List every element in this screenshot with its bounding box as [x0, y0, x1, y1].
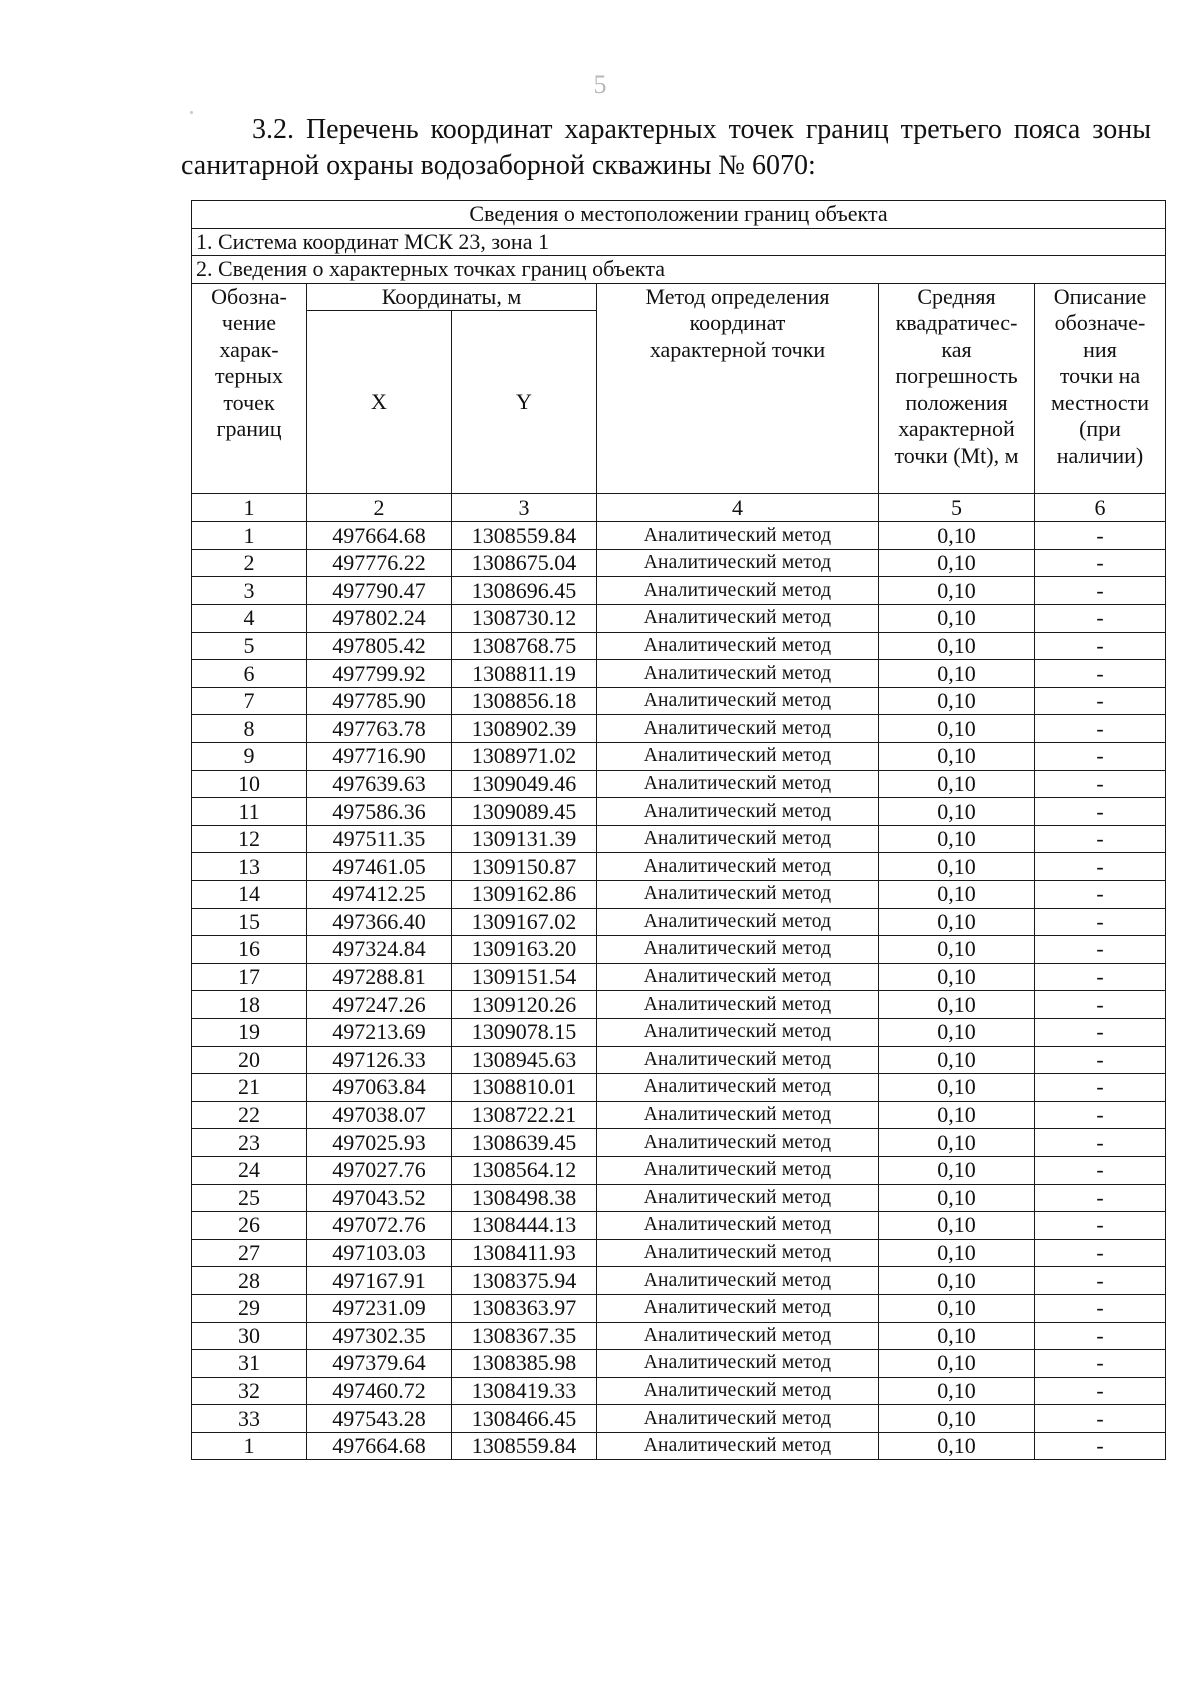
method-cell: Аналитический метод — [597, 715, 879, 743]
table-row — [192, 577, 1166, 605]
column-number: 2 — [307, 494, 452, 522]
method-cell: Аналитический метод — [597, 1267, 879, 1295]
coord-y-cell: 1308811.19 — [452, 660, 597, 688]
table-row — [192, 1350, 1166, 1378]
point-number-cell: 6 — [192, 660, 307, 688]
mean-error-cell: 0,10 — [879, 1267, 1035, 1295]
coord-y-cell: 1308559.84 — [452, 1432, 597, 1460]
method-cell: Аналитический метод — [597, 991, 879, 1019]
point-number-cell: 5 — [192, 632, 307, 660]
mean-error-cell: 0,10 — [879, 1405, 1035, 1433]
mean-error-cell: 0,10 — [879, 1046, 1035, 1074]
mean-error-cell: 0,10 — [879, 1129, 1035, 1157]
mean-error-cell: 0,10 — [879, 825, 1035, 853]
coord-y-cell: 1309151.54 — [452, 963, 597, 991]
method-cell: Аналитический метод — [597, 687, 879, 715]
mean-error-cell: 0,10 — [879, 743, 1035, 771]
table-row — [192, 908, 1166, 936]
description-cell: - — [1035, 1156, 1166, 1184]
method-cell: Аналитический метод — [597, 936, 879, 964]
table-row — [192, 1322, 1166, 1350]
table-row — [192, 1184, 1166, 1212]
description-cell: - — [1035, 881, 1166, 909]
column-number: 6 — [1035, 494, 1166, 522]
method-cell: Аналитический метод — [597, 1018, 879, 1046]
coord-x-cell: 497025.93 — [307, 1129, 452, 1157]
table-row — [192, 1129, 1166, 1157]
point-number-cell: 28 — [192, 1267, 307, 1295]
method-cell: Аналитический метод — [597, 1432, 879, 1460]
coord-y-cell: 1308444.13 — [452, 1212, 597, 1240]
description-cell: - — [1035, 715, 1166, 743]
table-row — [192, 1432, 1166, 1460]
method-cell: Аналитический метод — [597, 853, 879, 881]
point-number-cell: 11 — [192, 798, 307, 826]
section-heading: 3.2. Перечень координат характерных точек границ третьего пояса зоны санитарной охраны водозаборной скважины № 6070: — [181, 114, 1151, 181]
mean-error-cell: 0,10 — [879, 853, 1035, 881]
mean-error-cell: 0,10 — [879, 577, 1035, 605]
table-row — [192, 1405, 1166, 1433]
header-description: Описание обозначе- ния точки на местности (при наличии) — [1035, 283, 1166, 494]
coord-y-cell: 1308730.12 — [452, 605, 597, 633]
table-row — [192, 660, 1166, 688]
coordinate-system-row: 1. Система координат МСК 23, зона 1 — [192, 228, 1166, 256]
page-number: 5 — [593, 70, 607, 99]
mean-error-cell: 0,10 — [879, 936, 1035, 964]
mean-error-cell: 0,10 — [879, 1377, 1035, 1405]
method-cell: Аналитический метод — [597, 881, 879, 909]
mean-error-cell: 0,10 — [879, 549, 1035, 577]
description-cell: - — [1035, 963, 1166, 991]
coord-y-cell: 1308675.04 — [452, 549, 597, 577]
coord-y-cell: 1308419.33 — [452, 1377, 597, 1405]
coord-y-cell: 1308385.98 — [452, 1350, 597, 1378]
mean-error-cell: 0,10 — [879, 1018, 1035, 1046]
description-cell: - — [1035, 936, 1166, 964]
method-cell: Аналитический метод — [597, 1212, 879, 1240]
mean-error-cell: 0,10 — [879, 632, 1035, 660]
point-number-cell: 1 — [192, 522, 307, 550]
column-number: 1 — [192, 494, 307, 522]
mean-error-cell: 0,10 — [879, 770, 1035, 798]
mean-error-cell: 0,10 — [879, 1212, 1035, 1240]
method-cell: Аналитический метод — [597, 743, 879, 771]
description-cell: - — [1035, 1322, 1166, 1350]
coord-x-cell: 497167.91 — [307, 1267, 452, 1295]
mean-error-cell: 0,10 — [879, 1350, 1035, 1378]
description-cell: - — [1035, 1184, 1166, 1212]
method-cell: Аналитический метод — [597, 1294, 879, 1322]
point-number-cell: 1 — [192, 1432, 307, 1460]
method-cell: Аналитический метод — [597, 522, 879, 550]
table-row — [192, 605, 1166, 633]
coord-y-cell: 1308411.93 — [452, 1239, 597, 1267]
description-cell: - — [1035, 825, 1166, 853]
mean-error-cell: 0,10 — [879, 522, 1035, 550]
table-row — [192, 1074, 1166, 1102]
point-number-cell: 32 — [192, 1377, 307, 1405]
method-cell: Аналитический метод — [597, 1101, 879, 1129]
description-cell: - — [1035, 770, 1166, 798]
table-row — [192, 853, 1166, 881]
table-row — [192, 1294, 1166, 1322]
description-cell: - — [1035, 1294, 1166, 1322]
method-cell: Аналитический метод — [597, 1184, 879, 1212]
point-number-cell: 4 — [192, 605, 307, 633]
coord-y-cell: 1308902.39 — [452, 715, 597, 743]
coord-x-cell: 497231.09 — [307, 1294, 452, 1322]
point-number-cell: 9 — [192, 743, 307, 771]
description-cell: - — [1035, 798, 1166, 826]
description-cell: - — [1035, 743, 1166, 771]
method-cell: Аналитический метод — [597, 577, 879, 605]
table-title: Сведения о местоположении границ объекта — [192, 201, 1166, 229]
table-row — [192, 743, 1166, 771]
point-number-cell: 16 — [192, 936, 307, 964]
description-cell: - — [1035, 605, 1166, 633]
coord-y-cell: 1309162.86 — [452, 881, 597, 909]
coord-y-cell: 1309049.46 — [452, 770, 597, 798]
description-cell: - — [1035, 991, 1166, 1019]
coord-x-cell: 497664.68 — [307, 522, 452, 550]
table-row — [192, 1239, 1166, 1267]
point-number-cell: 19 — [192, 1018, 307, 1046]
coord-x-cell: 497586.36 — [307, 798, 452, 826]
description-cell: - — [1035, 1129, 1166, 1157]
table-row — [192, 1046, 1166, 1074]
table-row — [192, 770, 1166, 798]
method-cell: Аналитический метод — [597, 605, 879, 633]
description-cell: - — [1035, 1350, 1166, 1378]
description-cell: - — [1035, 853, 1166, 881]
point-number-cell: 27 — [192, 1239, 307, 1267]
coord-y-cell: 1308856.18 — [452, 687, 597, 715]
coord-x-cell: 497302.35 — [307, 1322, 452, 1350]
coord-x-cell: 497543.28 — [307, 1405, 452, 1433]
description-cell: - — [1035, 660, 1166, 688]
coord-y-cell: 1308564.12 — [452, 1156, 597, 1184]
table-row — [192, 1212, 1166, 1240]
method-cell: Аналитический метод — [597, 770, 879, 798]
description-cell: - — [1035, 632, 1166, 660]
coord-x-cell: 497511.35 — [307, 825, 452, 853]
mean-error-cell: 0,10 — [879, 881, 1035, 909]
header-x: X — [307, 311, 452, 494]
coord-x-cell: 497460.72 — [307, 1377, 452, 1405]
method-cell: Аналитический метод — [597, 825, 879, 853]
coord-x-cell: 497288.81 — [307, 963, 452, 991]
description-cell: - — [1035, 1212, 1166, 1240]
coord-x-cell: 497716.90 — [307, 743, 452, 771]
point-number-cell: 3 — [192, 577, 307, 605]
mean-error-cell: 0,10 — [879, 1156, 1035, 1184]
description-cell: - — [1035, 577, 1166, 605]
coord-y-cell: 1309078.15 — [452, 1018, 597, 1046]
method-cell: Аналитический метод — [597, 908, 879, 936]
coord-y-cell: 1309120.26 — [452, 991, 597, 1019]
table-row — [192, 1156, 1166, 1184]
point-number-cell: 24 — [192, 1156, 307, 1184]
point-number-cell: 23 — [192, 1129, 307, 1157]
method-cell: Аналитический метод — [597, 1377, 879, 1405]
mean-error-cell: 0,10 — [879, 908, 1035, 936]
description-cell: - — [1035, 1432, 1166, 1460]
mean-error-cell: 0,10 — [879, 1074, 1035, 1102]
coord-x-cell: 497802.24 — [307, 605, 452, 633]
mean-error-cell: 0,10 — [879, 1239, 1035, 1267]
coord-x-cell: 497043.52 — [307, 1184, 452, 1212]
point-number-cell: 10 — [192, 770, 307, 798]
coord-x-cell: 497412.25 — [307, 881, 452, 909]
mean-error-cell: 0,10 — [879, 660, 1035, 688]
coord-y-cell: 1308696.45 — [452, 577, 597, 605]
point-number-cell: 30 — [192, 1322, 307, 1350]
mean-error-cell: 0,10 — [879, 1432, 1035, 1460]
description-cell: - — [1035, 1377, 1166, 1405]
mean-error-cell: 0,10 — [879, 991, 1035, 1019]
description-cell: - — [1035, 1101, 1166, 1129]
point-number-cell: 2 — [192, 549, 307, 577]
column-number: 4 — [597, 494, 879, 522]
description-cell: - — [1035, 549, 1166, 577]
coord-x-cell: 497379.64 — [307, 1350, 452, 1378]
coord-y-cell: 1308363.97 — [452, 1294, 597, 1322]
coord-y-cell: 1309167.02 — [452, 908, 597, 936]
description-cell: - — [1035, 1405, 1166, 1433]
coord-x-cell: 497063.84 — [307, 1074, 452, 1102]
table-row — [192, 991, 1166, 1019]
mean-error-cell: 0,10 — [879, 605, 1035, 633]
description-cell: - — [1035, 1018, 1166, 1046]
coord-y-cell: 1309150.87 — [452, 853, 597, 881]
table-row — [192, 1018, 1166, 1046]
point-number-cell: 22 — [192, 1101, 307, 1129]
method-cell: Аналитический метод — [597, 1156, 879, 1184]
coord-y-cell: 1308559.84 — [452, 522, 597, 550]
table-row — [192, 687, 1166, 715]
coord-y-cell: 1308498.38 — [452, 1184, 597, 1212]
point-number-cell: 18 — [192, 991, 307, 1019]
mean-error-cell: 0,10 — [879, 1101, 1035, 1129]
point-number-cell: 13 — [192, 853, 307, 881]
coord-y-cell: 1308945.63 — [452, 1046, 597, 1074]
point-number-cell: 20 — [192, 1046, 307, 1074]
coord-x-cell: 497213.69 — [307, 1018, 452, 1046]
coord-y-cell: 1308367.35 — [452, 1322, 597, 1350]
coord-x-cell: 497126.33 — [307, 1046, 452, 1074]
point-number-cell: 29 — [192, 1294, 307, 1322]
coord-y-cell: 1308971.02 — [452, 743, 597, 771]
coord-x-cell: 497763.78 — [307, 715, 452, 743]
mean-error-cell: 0,10 — [879, 1294, 1035, 1322]
table-row — [192, 1377, 1166, 1405]
method-cell: Аналитический метод — [597, 1322, 879, 1350]
coord-x-cell: 497776.22 — [307, 549, 452, 577]
method-cell: Аналитический метод — [597, 549, 879, 577]
coord-x-cell: 497027.76 — [307, 1156, 452, 1184]
method-cell: Аналитический метод — [597, 660, 879, 688]
point-number-cell: 8 — [192, 715, 307, 743]
table-row — [192, 1101, 1166, 1129]
method-cell: Аналитический метод — [597, 1405, 879, 1433]
header-y: Y — [452, 311, 597, 494]
table-row — [192, 825, 1166, 853]
mean-error-cell: 0,10 — [879, 1184, 1035, 1212]
method-cell: Аналитический метод — [597, 1046, 879, 1074]
header-designation: Обозна- чение харак- терных точек границ — [192, 283, 307, 494]
coord-y-cell: 1308810.01 — [452, 1074, 597, 1102]
point-number-cell: 7 — [192, 687, 307, 715]
table-row — [192, 549, 1166, 577]
header-error: Средняя квадратичес- кая погрешность положения характерной точки (Mt), м — [879, 283, 1035, 494]
coord-x-cell: 497805.42 — [307, 632, 452, 660]
column-number: 5 — [879, 494, 1035, 522]
coord-x-cell: 497366.40 — [307, 908, 452, 936]
header-coordinates: Координаты, м — [307, 283, 597, 311]
description-cell: - — [1035, 1046, 1166, 1074]
point-number-cell: 14 — [192, 881, 307, 909]
description-cell: - — [1035, 1239, 1166, 1267]
coord-x-cell: 497790.47 — [307, 577, 452, 605]
mean-error-cell: 0,10 — [879, 798, 1035, 826]
table-row — [192, 632, 1166, 660]
table-row — [192, 881, 1166, 909]
point-number-cell: 21 — [192, 1074, 307, 1102]
method-cell: Аналитический метод — [597, 1129, 879, 1157]
table-row — [192, 798, 1166, 826]
coord-x-cell: 497324.84 — [307, 936, 452, 964]
coord-x-cell: 497103.03 — [307, 1239, 452, 1267]
coord-x-cell: 497038.07 — [307, 1101, 452, 1129]
table-row — [192, 936, 1166, 964]
coord-y-cell: 1309131.39 — [452, 825, 597, 853]
description-cell: - — [1035, 1074, 1166, 1102]
table-row — [192, 522, 1166, 550]
coordinates-table — [191, 200, 1166, 1460]
column-number-row — [192, 494, 1166, 522]
point-number-cell: 31 — [192, 1350, 307, 1378]
section-2-row: 2. Сведения о характерных точках границ объекта — [192, 256, 1166, 284]
coord-y-cell: 1308639.45 — [452, 1129, 597, 1157]
coord-y-cell: 1308466.45 — [452, 1405, 597, 1433]
coord-y-cell: 1308375.94 — [452, 1267, 597, 1295]
mean-error-cell: 0,10 — [879, 963, 1035, 991]
table-row — [192, 963, 1166, 991]
coord-x-cell: 497664.68 — [307, 1432, 452, 1460]
method-cell: Аналитический метод — [597, 1074, 879, 1102]
method-cell: Аналитический метод — [597, 1350, 879, 1378]
coord-x-cell: 497461.05 — [307, 853, 452, 881]
method-cell: Аналитический метод — [597, 963, 879, 991]
description-cell: - — [1035, 687, 1166, 715]
point-number-cell: 12 — [192, 825, 307, 853]
coord-y-cell: 1309163.20 — [452, 936, 597, 964]
coord-x-cell: 497799.92 — [307, 660, 452, 688]
coord-x-cell: 497247.26 — [307, 991, 452, 1019]
description-cell: - — [1035, 1267, 1166, 1295]
column-number: 3 — [452, 494, 597, 522]
header-method: Метод определения координат характерной точки — [597, 283, 879, 494]
mean-error-cell: 0,10 — [879, 687, 1035, 715]
point-number-cell: 17 — [192, 963, 307, 991]
description-cell: - — [1035, 908, 1166, 936]
coord-x-cell: 497072.76 — [307, 1212, 452, 1240]
coord-y-cell: 1309089.45 — [452, 798, 597, 826]
coord-y-cell: 1308722.21 — [452, 1101, 597, 1129]
table-row — [192, 715, 1166, 743]
table-row — [192, 1267, 1166, 1295]
point-number-cell: 26 — [192, 1212, 307, 1240]
method-cell: Аналитический метод — [597, 632, 879, 660]
coord-y-cell: 1308768.75 — [452, 632, 597, 660]
point-number-cell: 33 — [192, 1405, 307, 1433]
mean-error-cell: 0,10 — [879, 715, 1035, 743]
mean-error-cell: 0,10 — [879, 1322, 1035, 1350]
method-cell: Аналитический метод — [597, 798, 879, 826]
method-cell: Аналитический метод — [597, 1239, 879, 1267]
point-number-cell: 15 — [192, 908, 307, 936]
coord-x-cell: 497639.63 — [307, 770, 452, 798]
description-cell: - — [1035, 522, 1166, 550]
coord-x-cell: 497785.90 — [307, 687, 452, 715]
point-number-cell: 25 — [192, 1184, 307, 1212]
